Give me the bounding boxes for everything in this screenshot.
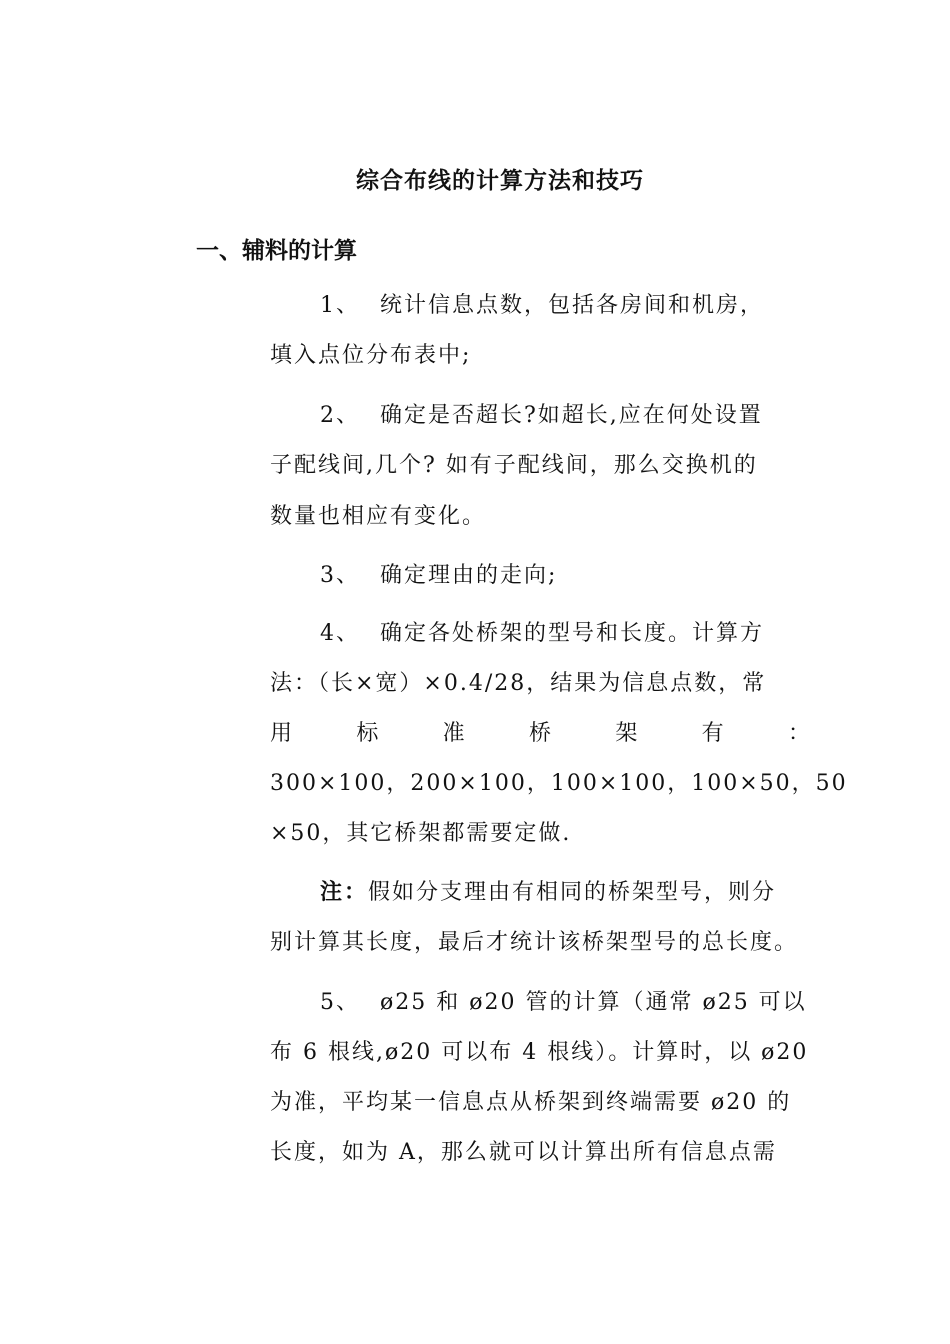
item-5-line-3: 为准，平均某一信息点从桥架到终端需要 ø20 的 bbox=[270, 1090, 792, 1115]
note-label: 注： bbox=[320, 880, 369, 905]
item-5-line-2: 布 6 根线,ø20 可以布 4 根线）。计算时，以 ø20 bbox=[270, 1040, 809, 1065]
item-1-line-1 bbox=[270, 291, 810, 321]
spread-char: 桥 bbox=[528, 721, 551, 746]
item-4-line-4: 300×100，200×100，100×100，100×50，50 bbox=[270, 771, 848, 796]
item-1-text-1: 统计信息点数，包括各房间和机房， bbox=[380, 293, 765, 318]
item-2-line-3: 数量也相应有变化。 bbox=[270, 504, 487, 529]
item-1-number: 1、 bbox=[320, 293, 360, 318]
item-5-number: 5、 bbox=[320, 990, 360, 1015]
note-line-1 bbox=[270, 878, 810, 908]
spread-char: ： bbox=[787, 721, 810, 746]
item-1-line-2: 填入点位分布表中; bbox=[270, 343, 472, 368]
item-2-text-1: 确定是否超长?如超长,应在何处设置 bbox=[380, 403, 763, 428]
item-4-line-2: 法：（长×宽）×0.4/28，结果为信息点数，常 bbox=[270, 671, 767, 696]
item-3-line-1 bbox=[270, 561, 810, 591]
item-2-line-1 bbox=[270, 401, 810, 431]
spread-char: 架 bbox=[615, 721, 638, 746]
spread-char: 标 bbox=[356, 721, 379, 746]
item-3-text-1: 确定理由的走向; bbox=[380, 563, 558, 588]
item-5-line-4: 长度，如为 A，那么就可以计算出所有信息点需 bbox=[270, 1140, 777, 1165]
item-2-number: 2、 bbox=[320, 403, 360, 428]
item-4-line-5: ×50，其它桥架都需要定做. bbox=[270, 821, 572, 846]
note-text-1: 假如分支理由有相同的桥架型号，则分 bbox=[368, 880, 777, 905]
item-5-line-1 bbox=[270, 988, 810, 1018]
note-line-2: 别计算其长度，最后才统计该桥架型号的总长度。 bbox=[270, 930, 799, 955]
spread-char: 用 bbox=[270, 721, 293, 746]
document-title: 综合布线的计算方法和技巧 bbox=[356, 168, 644, 194]
item-4-number: 4、 bbox=[320, 621, 360, 646]
item-3-number: 3、 bbox=[320, 563, 360, 588]
section-heading: 一、辅料的计算 bbox=[196, 238, 357, 264]
item-5-text-1: ø25 和 ø20 管的计算（通常 ø25 可以 bbox=[380, 990, 807, 1015]
item-2-line-2: 子配线间,几个? 如有子配线间，那么交换机的 bbox=[270, 453, 758, 478]
item-4-text-1: 确定各处桥架的型号和长度。计算方 bbox=[380, 621, 765, 646]
spread-char: 准 bbox=[442, 721, 465, 746]
item-4-line-1 bbox=[270, 619, 810, 649]
item-4-line-3-spread bbox=[270, 719, 810, 749]
spread-char: 有 bbox=[701, 721, 724, 746]
